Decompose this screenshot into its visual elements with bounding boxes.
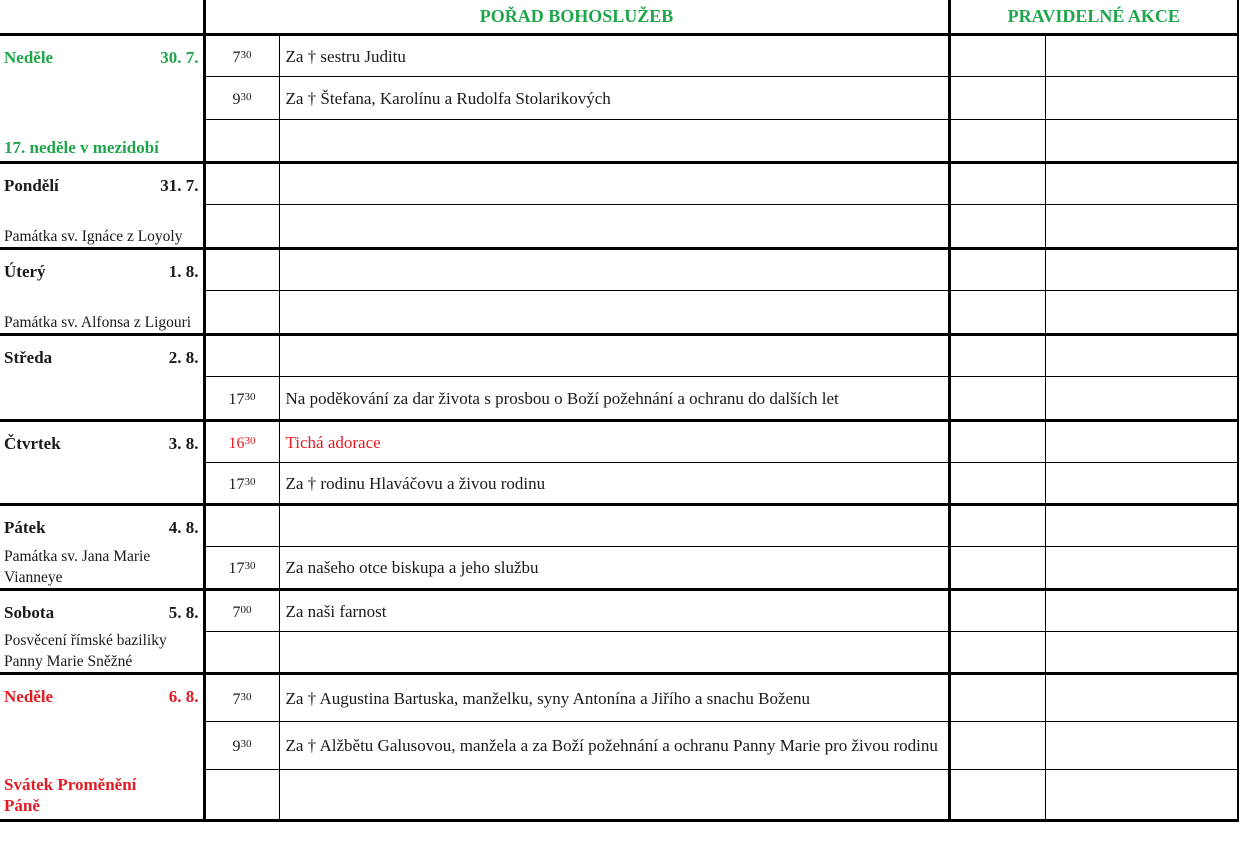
event-cell — [949, 77, 1045, 120]
service-intention — [279, 335, 949, 377]
day-row — [0, 421, 1238, 463]
service-intention: Za našeho otce biskupa a jeho službu — [279, 547, 949, 590]
event-cell — [1045, 335, 1238, 377]
service-intention — [279, 505, 949, 547]
day-row — [0, 590, 1238, 632]
event-cell — [1045, 163, 1238, 205]
event-cell — [949, 335, 1045, 377]
event-cell — [1045, 505, 1238, 547]
day-description: Posvěcení římské baziliky Panny Marie Sněžné — [4, 632, 167, 670]
day-name: Neděle — [4, 687, 54, 706]
day-description: 17. neděle v mezidobí — [4, 138, 159, 157]
day-cell-sunday-6 — [0, 674, 204, 821]
day-row — [0, 163, 1238, 205]
service-time — [204, 205, 279, 249]
event-cell — [949, 463, 1045, 505]
event-cell — [949, 722, 1045, 770]
event-cell — [1045, 463, 1238, 505]
day-cell-sunday-30 — [0, 35, 204, 163]
event-cell — [1045, 547, 1238, 590]
event-cell — [1045, 120, 1238, 163]
day-description: Památka sv. Jana Marie Vianneye — [4, 548, 151, 586]
day-date: 5. 8. — [168, 603, 199, 622]
event-cell — [949, 632, 1045, 674]
event-cell — [1045, 421, 1238, 463]
event-cell — [1045, 590, 1238, 632]
day-date: 2. 8. — [168, 348, 199, 367]
event-cell — [949, 770, 1045, 821]
service-intention — [279, 120, 949, 163]
service-intention: Za † Augustina Bartuska, manželku, syny Antonína a Jiřího a snachu Boženu — [279, 674, 949, 722]
day-date: 30. 7. — [160, 48, 199, 67]
service-time: $17^{30}$ — [204, 377, 279, 421]
service-time: $7^{30}$ — [204, 674, 279, 722]
day-cell-wednesday — [0, 335, 204, 421]
event-cell — [949, 547, 1045, 590]
day-date: 1. 8. — [168, 262, 199, 281]
event-cell — [1045, 377, 1238, 421]
event-cell — [1045, 205, 1238, 249]
event-cell — [949, 205, 1045, 249]
day-name: Sobota — [4, 603, 55, 622]
event-cell — [949, 674, 1045, 722]
service-intention: Tichá adorace — [279, 421, 949, 463]
service-intention: Za naši farnost — [279, 590, 949, 632]
service-intention — [279, 249, 949, 291]
service-time — [204, 632, 279, 674]
day-row — [0, 35, 1238, 77]
event-cell — [1045, 674, 1238, 722]
event-cell — [949, 35, 1045, 77]
day-date: 4. 8. — [168, 518, 199, 537]
day-date: 31. 7. — [160, 176, 199, 195]
day-name: Úterý — [4, 262, 46, 281]
day-date: 3. 8. — [168, 434, 199, 453]
day-name: Pátek — [4, 518, 46, 537]
header-row — [0, 0, 1238, 35]
day-row — [0, 674, 1238, 722]
event-cell — [1045, 770, 1238, 821]
service-time — [204, 770, 279, 821]
service-time: $17^{30}$ — [204, 547, 279, 590]
service-time: $9^{30}$ — [204, 722, 279, 770]
service-time — [204, 120, 279, 163]
day-description: Svátek Proměnění Páně — [4, 775, 137, 815]
day-name: Středa — [4, 348, 53, 367]
header-corner — [0, 0, 204, 35]
day-cell-monday — [0, 163, 204, 249]
service-intention — [279, 163, 949, 205]
event-cell — [949, 291, 1045, 335]
event-cell — [949, 249, 1045, 291]
day-name: Pondělí — [4, 176, 59, 195]
event-cell — [949, 505, 1045, 547]
event-cell — [949, 590, 1045, 632]
event-cell — [949, 120, 1045, 163]
event-cell — [1045, 249, 1238, 291]
service-time: $7^{30}$ — [204, 35, 279, 77]
service-intention: Za † Štefana, Karolínu a Rudolfa Stolarikových — [279, 77, 949, 120]
service-intention — [279, 205, 949, 249]
service-intention: Za † sestru Juditu — [279, 35, 949, 77]
day-cell-friday — [0, 505, 204, 590]
day-name: Čtvrtek — [4, 434, 61, 453]
day-description: Památka sv. Alfonsa z Ligouri — [4, 314, 192, 331]
event-cell — [1045, 632, 1238, 674]
service-intention — [279, 770, 949, 821]
event-cell — [949, 377, 1045, 421]
service-intention — [279, 291, 949, 335]
event-cell — [949, 163, 1045, 205]
service-time — [204, 249, 279, 291]
day-name: Neděle — [4, 48, 54, 67]
service-time: $7^{00}$ — [204, 590, 279, 632]
service-time — [204, 163, 279, 205]
day-cell-saturday — [0, 590, 204, 674]
service-intention: Za † Alžbětu Galusovou, manžela a za Boží požehnání a ochranu Panny Marie pro živou rodinu — [279, 722, 949, 770]
service-intention: Za † rodinu Hlaváčovu a živou rodinu — [279, 463, 949, 505]
service-time: $9^{30}$ — [204, 77, 279, 120]
service-time — [204, 505, 279, 547]
day-row — [0, 335, 1238, 377]
services-header: POŘAD BOHOSLUŽEB — [204, 0, 949, 35]
service-time: $17^{30}$ — [204, 463, 279, 505]
day-description: Památka sv. Ignáce z Loyoly — [4, 228, 183, 245]
event-cell — [1045, 291, 1238, 335]
day-row — [0, 249, 1238, 291]
event-cell — [1045, 722, 1238, 770]
service-time: $16^{30}$ — [204, 421, 279, 463]
events-header: PRAVIDELNÉ AKCE — [949, 0, 1238, 35]
day-row — [0, 505, 1238, 547]
event-cell — [1045, 35, 1238, 77]
service-time — [204, 335, 279, 377]
service-intention: Na poděkování za dar života s prosbou o Boží požehnání a ochranu do dalších let — [279, 377, 949, 421]
event-cell — [949, 421, 1045, 463]
day-cell-thursday — [0, 421, 204, 505]
service-time — [204, 291, 279, 335]
day-cell-tuesday — [0, 249, 204, 335]
day-date: 6. 8. — [168, 687, 199, 706]
service-intention — [279, 632, 949, 674]
event-cell — [1045, 77, 1238, 120]
